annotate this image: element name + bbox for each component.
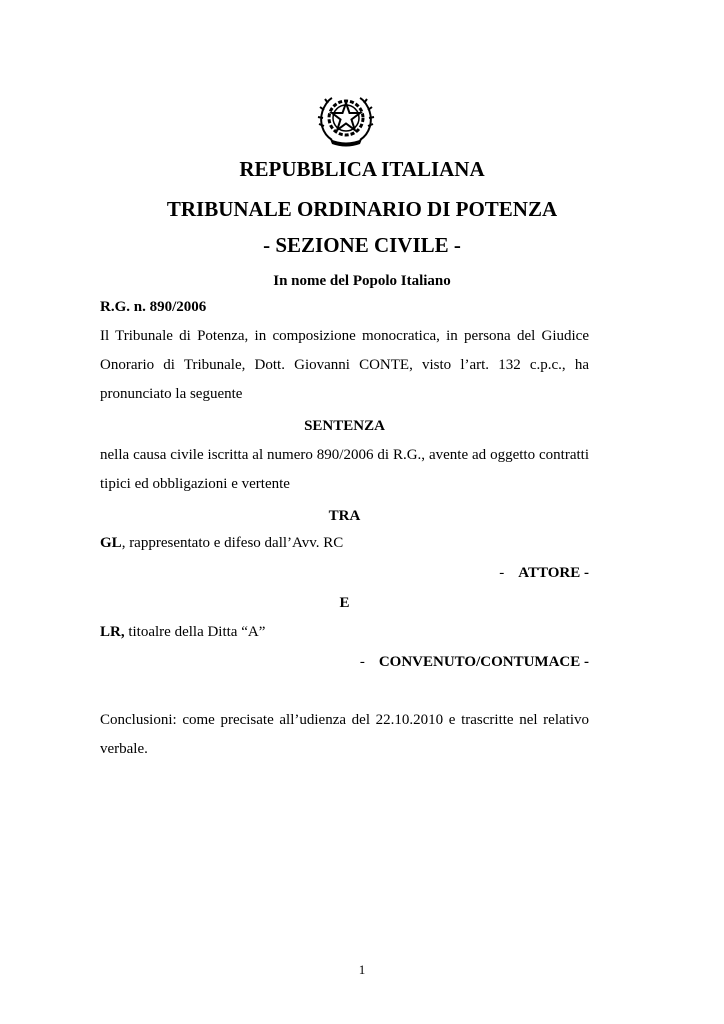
italian-republic-emblem-icon bbox=[314, 86, 378, 150]
defendant-initials: LR, bbox=[100, 624, 125, 640]
causa-paragraph: nella causa civile iscritta al numero 890/2006 di R.G., avente ad oggetto contratti tipici ed obbligazioni e vertente bbox=[100, 447, 589, 492]
defendant-description: titoalre della Ditta “A” bbox=[124, 624, 266, 640]
rg-number bbox=[100, 297, 589, 317]
plaintiff-role-line bbox=[100, 563, 589, 583]
defendant-line bbox=[100, 622, 589, 642]
plaintiff-line bbox=[100, 533, 589, 553]
tra-heading: TRA bbox=[328, 508, 361, 524]
people-invocation: In nome del Popolo Italiano bbox=[273, 273, 451, 289]
defendant-role-line bbox=[100, 652, 589, 672]
page-number: 1 bbox=[358, 962, 366, 977]
intro-paragraph: Il Tribunale di Potenza, in composizione monocratica, in persona del Giudice Onorario di Tribunale, Dott. Giovanni CONTE, visto l’art. 132 c.p.c., ha pronunciato la seguente bbox=[100, 328, 589, 402]
plaintiff-description: , rappresentato e difeso dall’Avv. RC bbox=[121, 535, 344, 551]
plaintiff-role-dash: - bbox=[499, 565, 505, 581]
conclusions-paragraph: Conclusioni: come precisate all’udienza del 22.10.2010 e trascritte nel relativo verbale. bbox=[100, 712, 589, 757]
plaintiff-role: ATTORE - bbox=[518, 565, 589, 581]
republic-title: REPUBBLICA ITALIANA bbox=[239, 157, 485, 181]
rg-number-text: R.G. n. 890/2006 bbox=[100, 299, 207, 315]
sentenza-heading: SENTENZA bbox=[304, 418, 385, 434]
defendant-role: CONVENUTO/CONTUMACE - bbox=[378, 654, 589, 670]
plaintiff-initials: GL bbox=[100, 535, 122, 551]
conjunction-e: E bbox=[339, 595, 350, 611]
court-title: TRIBUNALE ORDINARIO DI POTENZA bbox=[166, 197, 558, 221]
section-title: - SEZIONE CIVILE - bbox=[263, 233, 461, 257]
defendant-role-dash: - bbox=[359, 654, 365, 670]
